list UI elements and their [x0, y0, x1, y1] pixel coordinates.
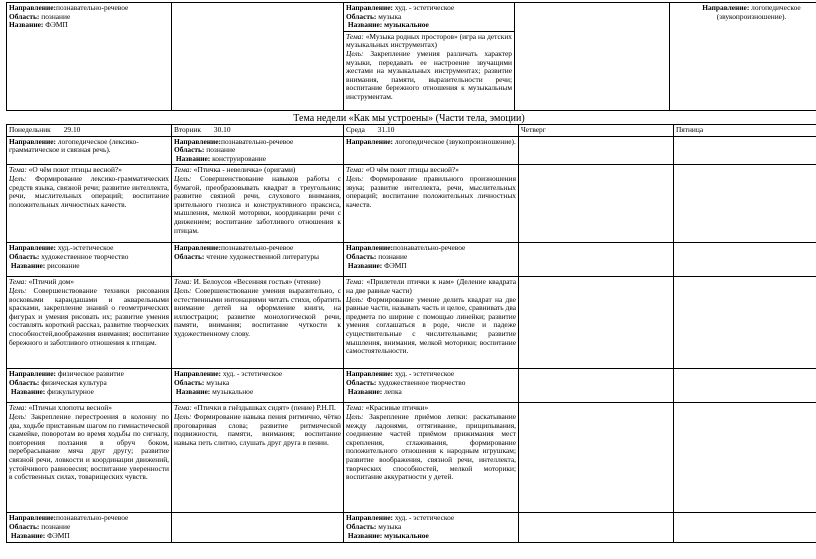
r2-wed-head: Направление:познавательно-речевое Область: познание Название: ФЭМП	[344, 243, 519, 277]
r4-tue-head	[172, 513, 344, 543]
r1-mon-head: Направление: логопедическое (лексико-грамматическое и связная речь).	[7, 136, 172, 165]
table-row	[7, 403, 816, 513]
top-wed-body	[344, 32, 514, 103]
r2-tue-head: Направление:познавательно-речевое Область: чтение художественной литературы	[172, 243, 344, 277]
top-tue-cell	[172, 3, 344, 111]
r3-fri-head	[674, 369, 816, 403]
r2-mon-head: Направление: худ.-эстетическое Область: художественное творчество Название: рисование	[7, 243, 172, 277]
top-wed-header	[344, 3, 514, 32]
r1-wed-body: Тема: «О чём поют птицы весной?» Цель: Формирование правильного произношения звука; развитие интеллекта, речи, мыслительных операций; воспитание положительных личностных качеств.	[344, 165, 519, 243]
top-thu-cell	[515, 3, 670, 111]
top-wed-tema: Тема: «Музыка родных просторов» (игра на детских музыкальных инструментах)	[346, 31, 513, 50]
top-wed-obl: Область: музыка	[346, 11, 402, 21]
r4-fri-head	[674, 513, 816, 543]
r2-thu-body	[519, 277, 674, 369]
top-wed-napr: Направление: худ. - эстетическое	[346, 3, 455, 12]
day-header-wed: Среда 31.10	[344, 125, 519, 137]
table-row	[7, 277, 816, 369]
week-title: Тема недели «Как мы устроены» (Части тела, эмоции)	[293, 113, 525, 124]
table-row	[7, 165, 816, 243]
table-row	[7, 369, 816, 403]
r3-wed-head: Направление: худ. - эстетическое Область: художественное творчество Название: лепка	[344, 369, 519, 403]
day-header-row	[7, 125, 816, 137]
r3-thu-body	[519, 403, 674, 513]
r3-tue-body: Тема: «Птички в гнёздышках сидят» (пение) Р.Н.П. Цель: Формирование навыка пения ритмично, чётко проговаривая слова; развитие ритмической подвижности, памяти, внимания; воспитание навыка петь слитно, слушать друг друга в пении.	[172, 403, 344, 513]
r1-thu-head	[519, 136, 674, 165]
r2-thu-head	[519, 243, 674, 277]
top-table	[6, 2, 816, 111]
r2-wed-body: Тема: «Прилетели птички к нам» (Деление квадрата на две равные части) Цель: Формирование умение делить квадрат на две равные части, называть часть и целое, сравнивать два предмета по ширине с помощью линейки; развитие умения соглашаться в роде, числе и падеже существительные с числительными; развитие мышления, внимания, мелкой моторики; воспитание самостоятельности.	[344, 277, 519, 369]
r2-mon-body: Тема: «Птичий дом» Цель: Совершенствование техники рисования восковыми карандашами и акварельными красками, закрепление знаний о геометрических фигурах и умения рисовать их; развитие умения составлять короткий рассказ, развитие творческих способностей,воображения внимания; воспитание бережного и заботливого отношения к птицам.	[7, 277, 172, 369]
r4-wed-head: Направление: худ. - эстетическое Область: музыка Название: музыкальное	[344, 513, 519, 543]
r3-thu-head	[519, 369, 674, 403]
r2-fri-head	[674, 243, 816, 277]
day-header-fri: Пятница	[674, 125, 816, 137]
top-mon-obl: Область: познание	[9, 11, 71, 21]
top-fri-cell	[670, 3, 816, 111]
r2-tue-body: Тема: И. Белоусов «Весенняя гостья» (чтение) Цель: Совершенствование умения выразительно, с естественными интонациями читать стихи, обратить внимание детей на оформление книги, на иллюстрации; развитие монологической речи, памяти, внимания; воспитание чуткости к художественному слову.	[172, 277, 344, 369]
r1-fri-head	[674, 136, 816, 165]
schedule-table	[6, 124, 816, 543]
r1-thu-body	[519, 165, 674, 243]
r1-mon-body: Тема: «О чём поют птицы весной?» Цель: Формирование лексико-грамматических средств языка, связной речи; развитие интеллекта, речи, мыслительных операций; воспитание положительных личностных качеств.	[7, 165, 172, 243]
day-header-thu: Четверг	[519, 125, 674, 137]
top-mon-cell	[7, 3, 172, 111]
r2-fri-body	[674, 277, 816, 369]
r3-mon-head: Направление: физическое развитие Область: физическая культура Название: физкультурное	[7, 369, 172, 403]
r3-wed-body: Тема: «Красивые птички» Цель: Закрепление приёмов лепки: раскатывание между ладонями, оттягивание, прищипывания, соединение частей приёмом прижимания мест скрепления, сглаживания, формирование положительного отношения к народным игрушкам; развитие воображения, связной речи, интеллекта, творческих способностей, мелкой моторики; воспитание аккуратности у детей.	[344, 403, 519, 513]
r4-mon-head: Направление:познавательно-речевое Область: познание Название: ФЭМП	[7, 513, 172, 543]
top-wed-cel: Цель: Закрепление умения различать характер музыки, передавать ее настроение звучащими жестами на музыкальных инструментах; развитие внимания, памяти, выразительности речи; воспитание бережного отношения к музыкальным инструментам.	[346, 48, 512, 101]
r1-tue-head: Направление:познавательно-речевое Область: познание Название: конструирование	[172, 136, 344, 165]
table-row	[7, 136, 816, 165]
r1-fri-body	[674, 165, 816, 243]
top-wed-cell	[344, 3, 515, 111]
top-fri-napr: Направление: логопедическое (звукопроизношение).	[702, 3, 801, 21]
top-wed-nazv: Название: музыкальное	[347, 20, 429, 30]
r1-tue-body: Тема: «Птичка - невеличка» (оригами) Цель: Совершенствование навыков работы с бумагой, преобразовывать квадрат в треугольник; развитие связной речи, слухового внимания, зрительного гнозиса и конструктивного праксиса, мышления, мелкой моторики, координации речи с движением; воспитание заботливого отношения к птицам.	[172, 165, 344, 243]
r3-tue-head: Направление: худ. - эстетическое Область: музыка Название: музыкальное	[172, 369, 344, 403]
day-header-mon: Понедельник 29.10	[7, 125, 172, 137]
top-mon-napr: Направление:познавательно-речевое	[9, 3, 129, 12]
r4-thu-head	[519, 513, 674, 543]
r3-fri-body	[674, 403, 816, 513]
day-header-tue: Вторник 30.10	[172, 125, 344, 137]
table-row	[7, 243, 816, 277]
table-row	[7, 513, 816, 543]
top-mon-nazv: Название: ФЭМП	[9, 20, 68, 30]
r3-mon-body: Тема: «Птичьи хлопоты весной» Цель: Закрепление перестроения в колонну по два, ходьбе приставным шагом по гимнастической скамейке, поворотам во время ходьбы по сигналу, повторения ползания в обруч боком, перебрасывание мяча друг другу; развитие связной речи, ловкости и координации движений, устойчивого равновесия; воспитание уверенности в собственных силах, товарищеских чувств.	[7, 403, 172, 513]
r1-wed-head: Направление: логопедическое (звукопроизношение).	[344, 136, 519, 165]
